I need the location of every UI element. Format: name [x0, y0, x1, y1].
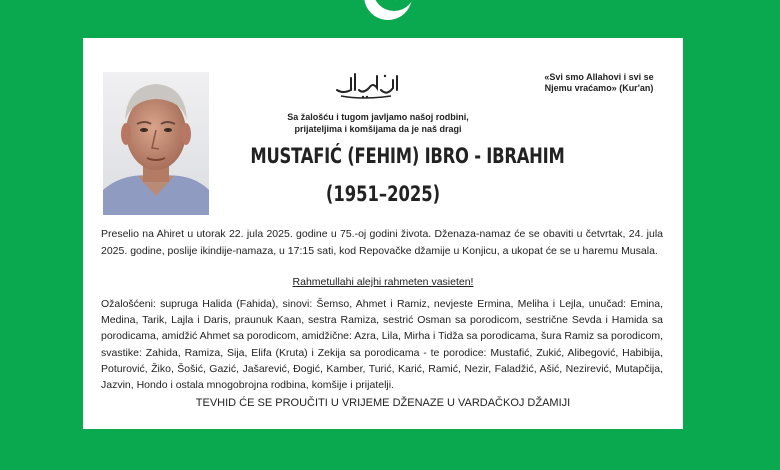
obituary-card	[83, 38, 683, 429]
arabic-calligraphy	[333, 70, 403, 100]
announcement-text: Preselio na Ahiret u utorak 22. jula 2025. godine u 75.-oj godini života. Dženaza-namaz će se obaviti u četvrtak, 24. jula 2025. godine, poslije ikindije-namaza, u 17:15 sati, kod Repovačke džamije u Konjicu, a ukopat će se u haremu Musala.	[101, 228, 663, 257]
quran-quote: «Svi smo Allahovi i svi se Njemu vraćamo» (Kur'an)	[544, 72, 654, 93]
rahmet-prayer: Rahmetullahi alejhi rahmeten vasieten!	[292, 276, 474, 288]
crescent-star-icon	[350, 0, 430, 30]
portrait-image	[103, 72, 209, 215]
tevhid-notice: TEVHID ĆE SE PROUČITI U VRIJEME DŽENAZE U VARDAČKOJ DŽAMIJI	[195, 397, 571, 409]
deceased-name: MUSTAFIĆ (FEHIM) IBRO - IBRAHIM	[250, 144, 565, 168]
portrait-photo	[103, 72, 209, 215]
mourners-list: Ožalošćeni: supruga Halida (Fahida), sinovi: Šemso, Ahmet i Ramiz, nevjeste Ermina, Meliha i Lejla, unučad: Emina, Medina, Tarik, Lajla i Daris, praunuk Kaan, sestra Ramiza, sestrić Osman sa porodicom, sestrične Sevda i Hamida sa porodicama, amidžić Ahmet sa porodicom, amidžične: Azra, Lila, Mirha i Tidža sa porodicama, šura Ramiz sa porodicom, svastike: Zahida, Ramiza, Sija, Elifa (Kruta) i Zekija sa porodicama - te porodice: Mustafić, Zukić, Alibegović, Habibija, Poturović, Žiko, Šošić, Gazić, Jašarević, Đogić, Kamber, Turić, Karić, Ramić, Nezir, Faladžić, Ašić, Nezirević, Mutapčija, Jazvin, Hondo i ostala mnogobrojna rodbina, komšije i prijatelji.	[101, 298, 663, 392]
deceased-years: (1951–2025)	[325, 182, 441, 206]
intro-line-2: prijateljima i komšijama da je naš dragi	[294, 124, 462, 134]
intro-text	[273, 111, 483, 135]
intro-line-1: Sa žalošću i tugom javljamo našoj rodbini,	[287, 112, 469, 122]
